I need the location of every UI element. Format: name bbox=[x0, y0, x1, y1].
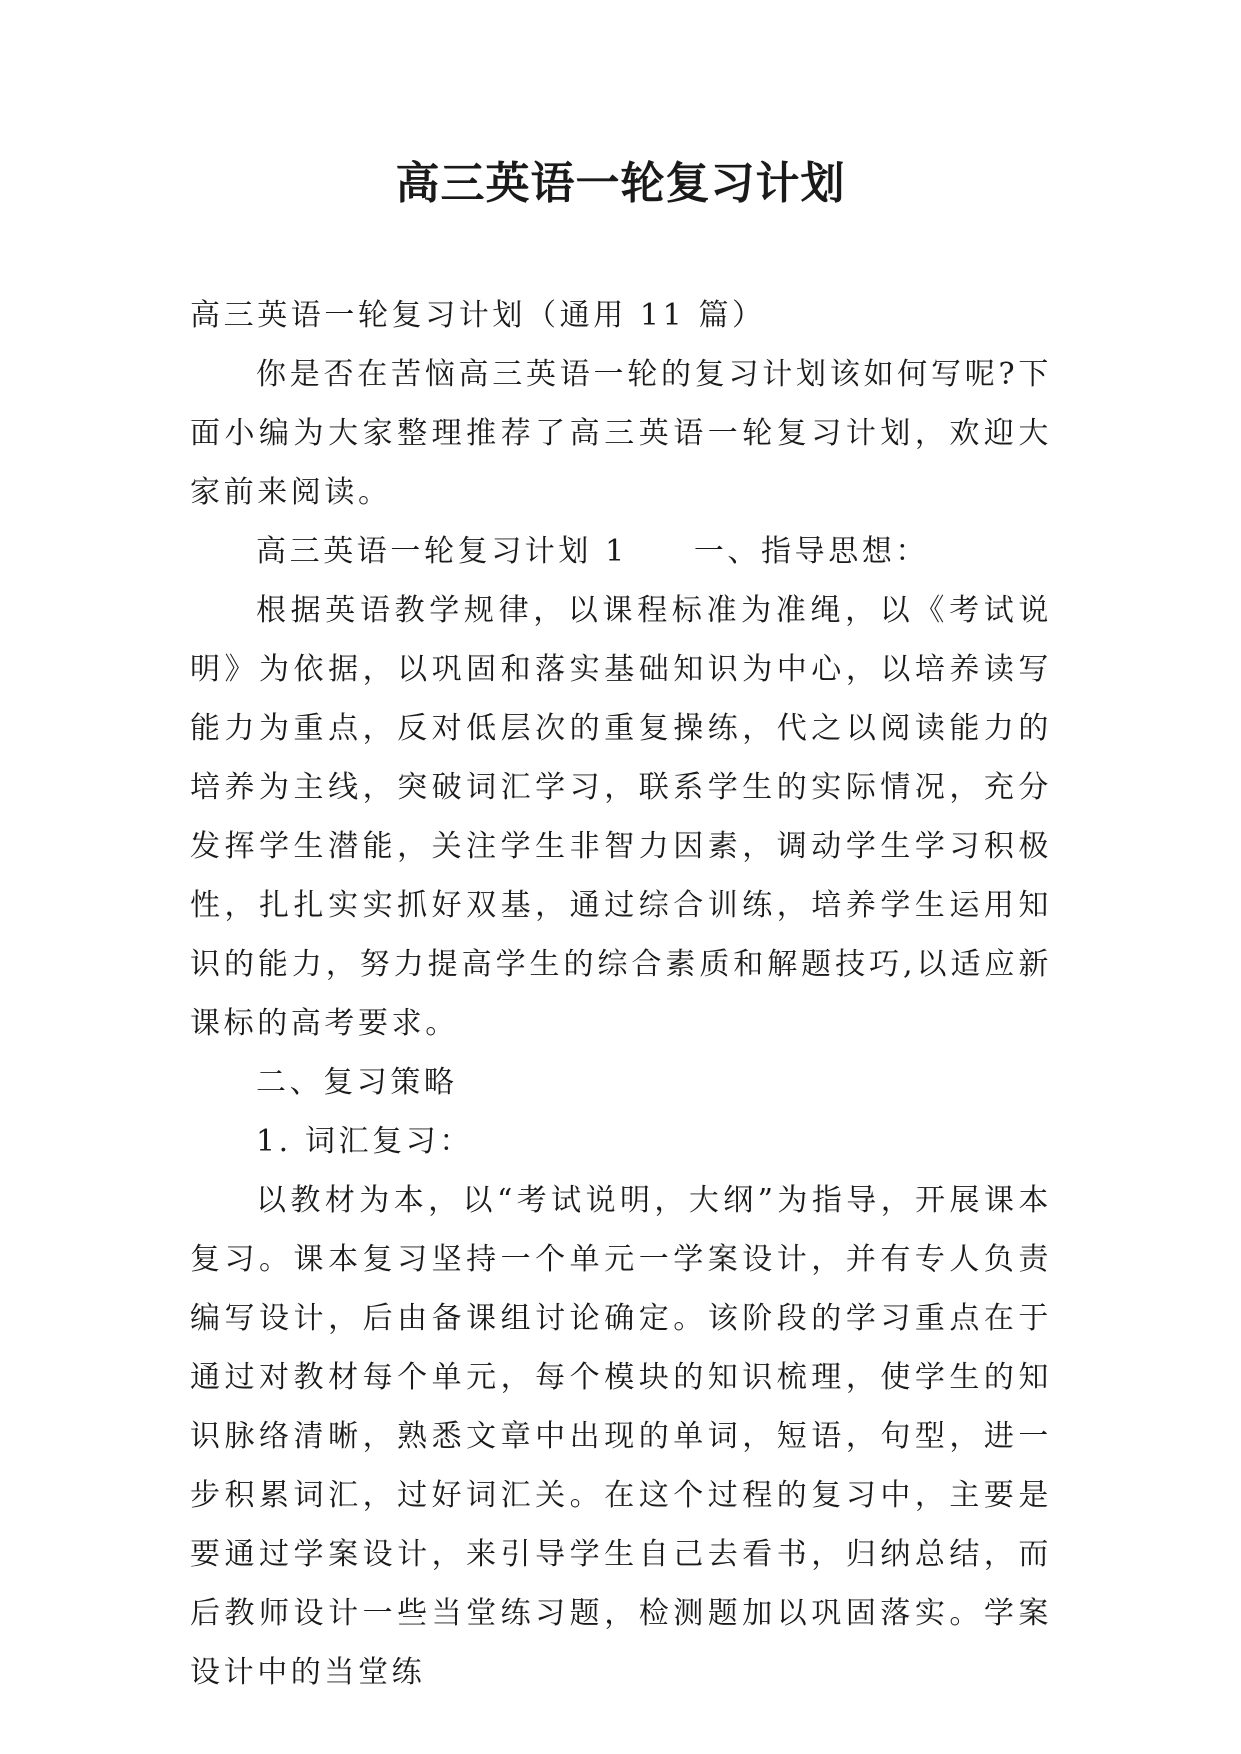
section1-heading: 一、指导思想： bbox=[693, 534, 930, 569]
document-body bbox=[190, 286, 1052, 1702]
document-title: 高三英语一轮复习计划 bbox=[395, 158, 846, 209]
section1-paragraph: 根据英语教学规律，以课程标准为准绳，以《考试说明》为依据，以巩固和落实基础知识为中心，以培养读写能力为重点，反对低层次的重复操练，代之以阅读能力的培养为主线，突破词汇学习，联系学生的实际情况，充分发挥学生潜能，关注学生非智力因素，调动学生学习积极性，扎扎实实抓好双基，通过综合训练，培养学生运用知识的能力，努力提高学生的综合素质和解题技巧,以适应新课标的高考要求。 bbox=[190, 593, 1052, 1041]
intro-paragraph: 你是否在苦恼高三英语一轮的复习计划该如何写呢?下面小编为大家整理推荐了高三英语一轮复习计划，欢迎大家前来阅读。 bbox=[190, 357, 1052, 510]
plan-heading-line bbox=[190, 522, 1052, 581]
section2-heading: 二、复习策略 bbox=[256, 1065, 458, 1100]
plan1-heading: 高三英语一轮复习计划 1 bbox=[256, 534, 628, 569]
document-subtitle: 高三英语一轮复习计划（通用 11 篇） bbox=[190, 298, 766, 333]
subsection1-heading: 1. 词汇复习： bbox=[256, 1124, 473, 1159]
subsection1-paragraph: 以教材为本，以“考试说明，大纲”为指导，开展课本复习。课本复习坚持一个单元一学案设计，并有专人负责编写设计，后由备课组讨论确定。该阶段的学习重点在于通过对教材每个单元，每个模块的知识梳理，使学生的知识脉络清晰，熟悉文章中出现的单词，短语，句型，进一步积累词汇，过好词汇关。在这个过程的复习中，主要是要通过学案设计，来引导学生自己去看书，归纳总结，而后教师设计一些当堂练习题，检测题加以巩固落实。学案设计中的当堂练 bbox=[190, 1183, 1052, 1690]
